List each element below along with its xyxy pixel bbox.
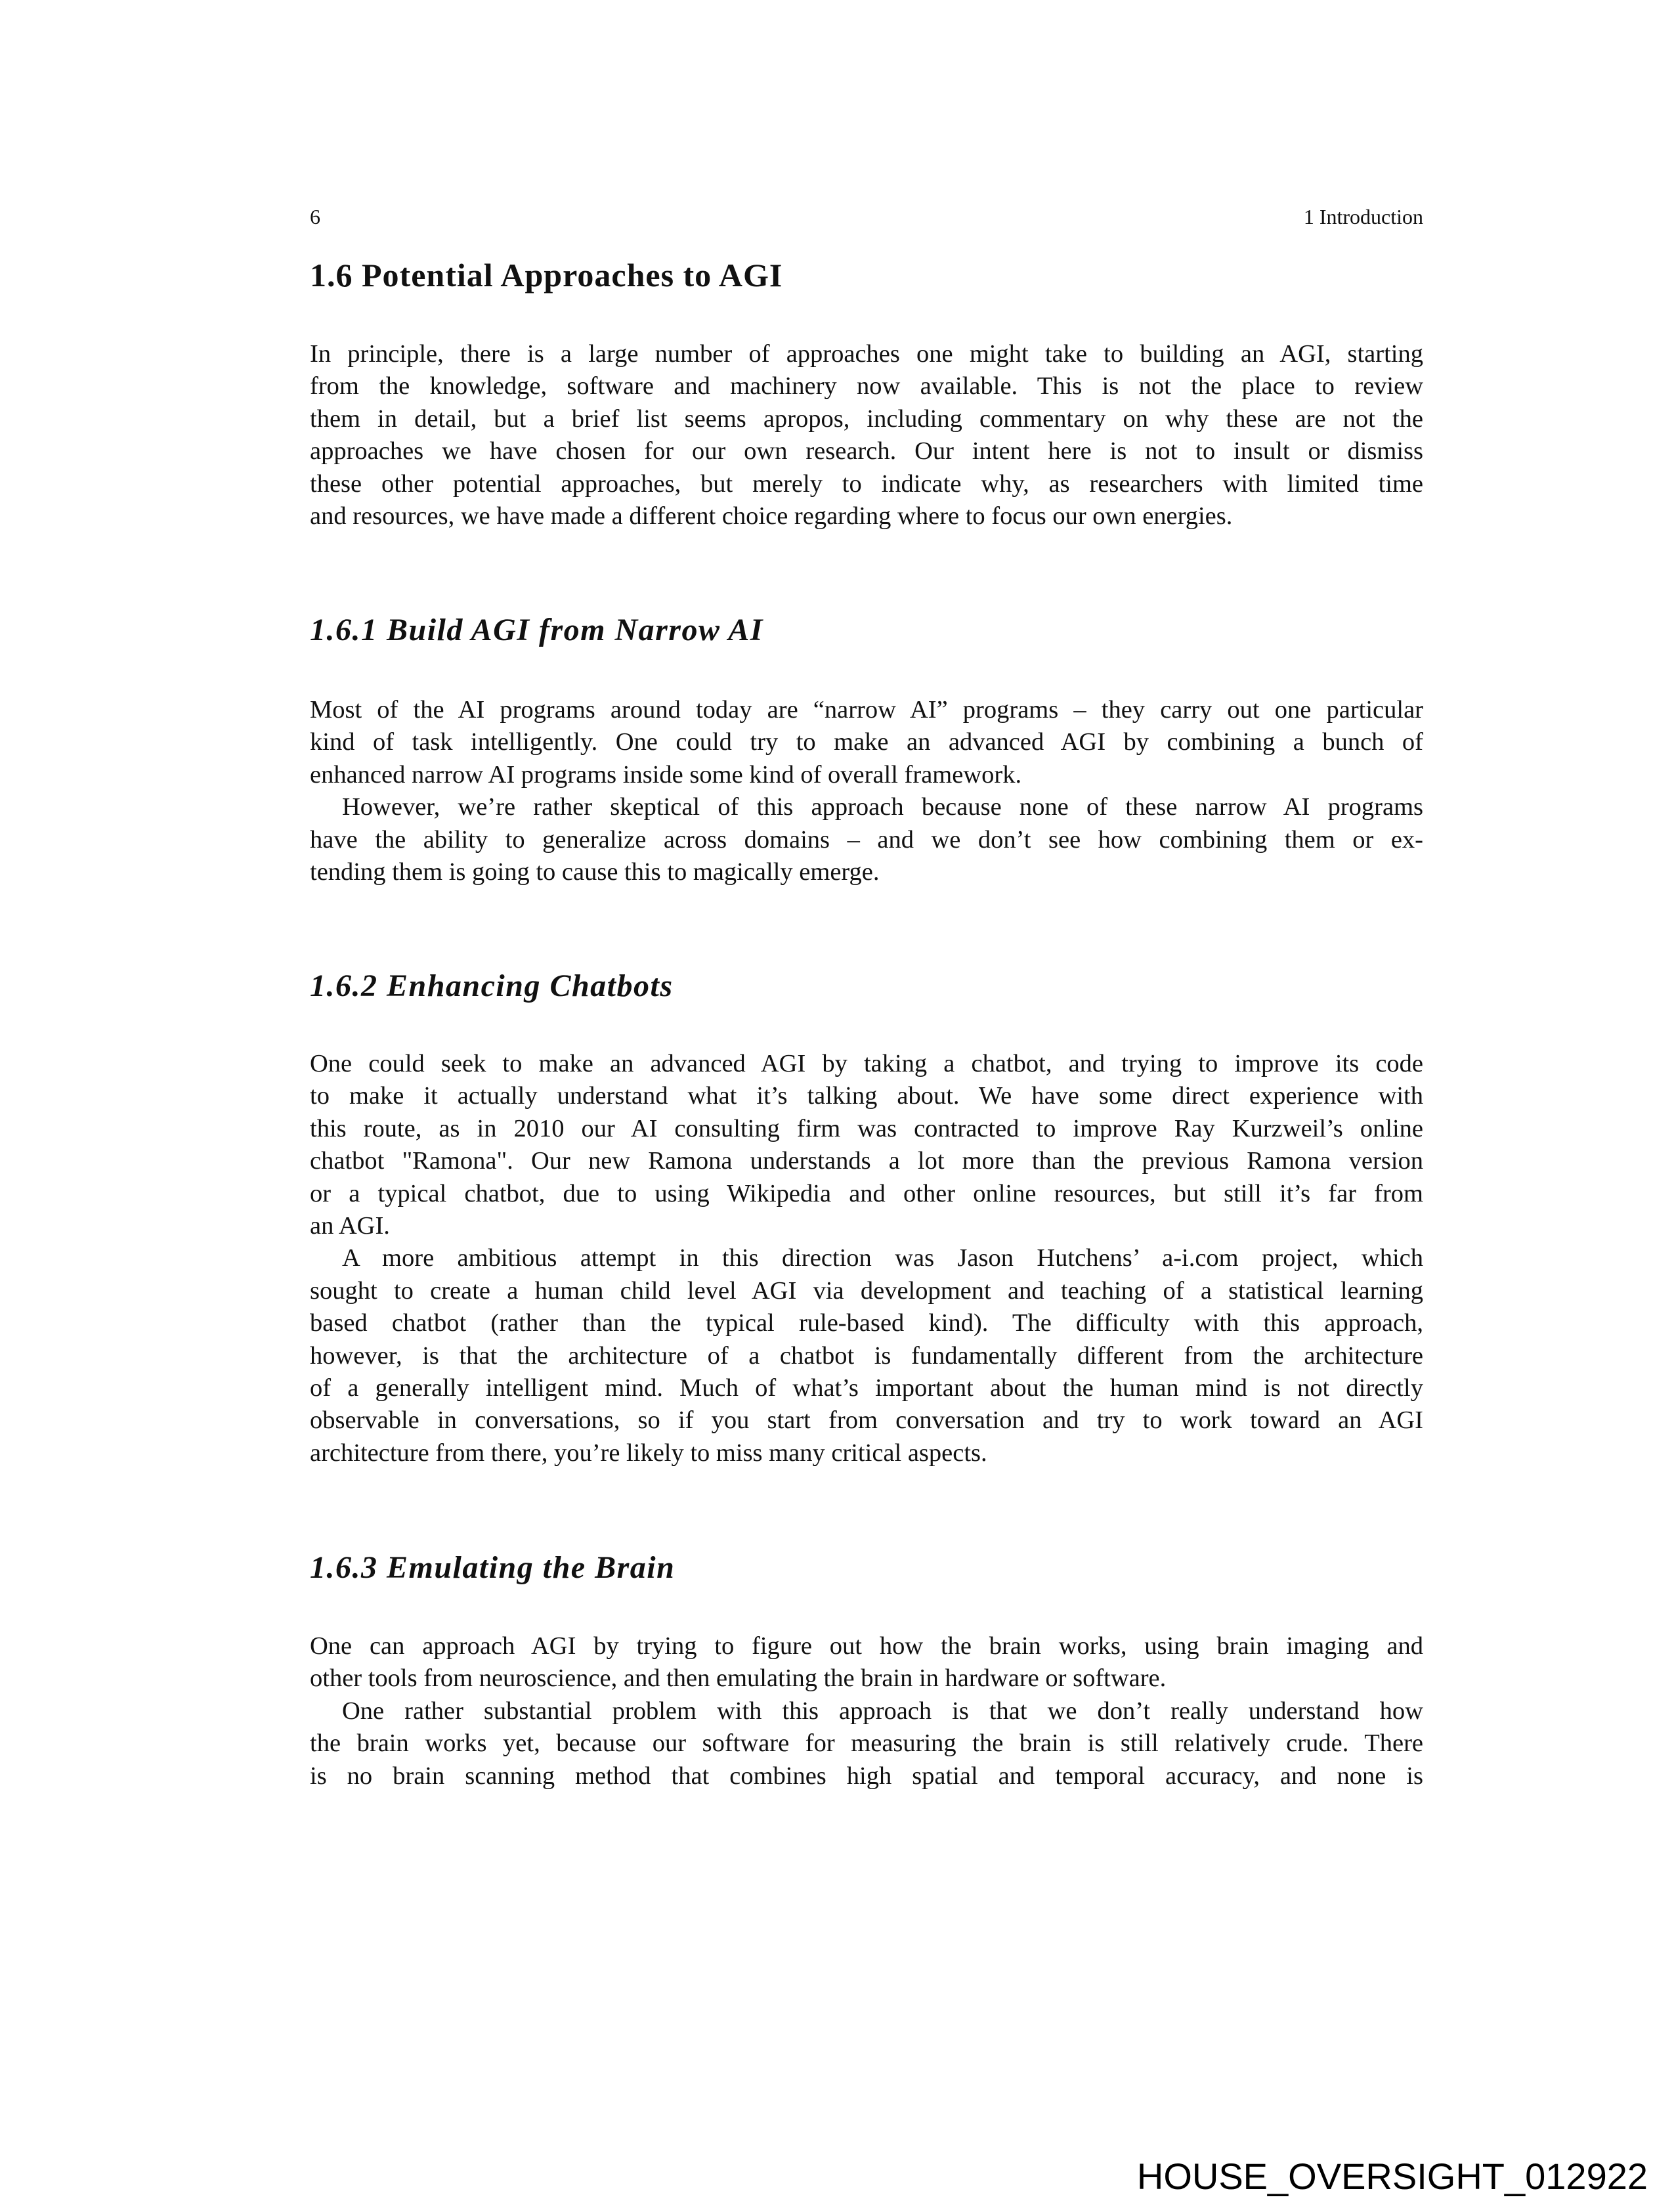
text-line: observable in conversations, so if you start from conversation and try to work toward an AGI	[310, 1406, 1423, 1435]
subsection-body-1-6-3	[310, 1630, 1423, 1792]
text-line: One can approach AGI by trying to figure out how the brain works, using brain imaging and	[310, 1632, 1423, 1660]
text-line: other tools from neuroscience, and then emulating the brain in hardware or software.	[310, 1664, 1167, 1693]
subsection-title-1-6-3: 1.6.3 Emulating the Brain	[310, 1550, 676, 1585]
text-line: the brain works yet, because our software for measuring the brain is still relatively crude. There	[310, 1729, 1423, 1758]
page-header	[310, 205, 1423, 234]
text-line: have the ability to generalize across domains – and we don’t see how combining them or ex-	[310, 825, 1423, 854]
text-line: sought to create a human child level AGI via development and teaching of a statistical learning	[310, 1276, 1423, 1305]
text-line: these other potential approaches, but merely to indicate why, as researchers with limited time	[310, 469, 1423, 498]
running-title: 1 Introduction	[1303, 205, 1423, 228]
subsection-title-1-6-2: 1.6.2 Enhancing Chatbots	[310, 968, 674, 1003]
text-line: from the knowledge, software and machinery now available. This is not the place to review	[310, 372, 1423, 401]
text-line: an AGI.	[310, 1211, 390, 1240]
text-line: to make it actually understand what it’s talking about. We have some direct experience with	[310, 1082, 1423, 1110]
text-line: of a generally intelligent mind. Much of what’s important about the human mind is not directly	[310, 1374, 1423, 1402]
text-line: or a typical chatbot, due to using Wikipedia and other online resources, but still it’s far from	[310, 1179, 1423, 1207]
text-line: In principle, there is a large number of approaches one might take to building an AGI, starting	[310, 340, 1423, 368]
text-line: Most of the AI programs around today are “narrow AI” programs – they carry out one particular	[310, 696, 1423, 724]
text-line: One rather substantial problem with this approach is that we don’t really understand how	[342, 1697, 1423, 1725]
text-line: kind of task intelligently. One could try to make an advanced AGI by combining a bunch of	[310, 728, 1423, 756]
text-line: this route, as in 2010 our AI consulting firm was contracted to improve Ray Kurzweil’s online	[310, 1114, 1423, 1142]
text-line: architecture from there, you’re likely to miss many critical aspects.	[310, 1439, 987, 1467]
text-line: based chatbot (rather than the typical rule-based kind). The difficulty with this approach,	[310, 1309, 1423, 1337]
text-line: them in detail, but a brief list seems apropos, including commentary on why these are not the	[310, 404, 1423, 433]
text-line: approaches we have chosen for our own research. Our intent here is not to insult or dismiss	[310, 437, 1423, 466]
page-number: 6	[310, 205, 320, 228]
text-line: is no brain scanning method that combines high spatial and temporal accuracy, and none is	[310, 1762, 1423, 1790]
text-line: however, is that the architecture of a chatbot is fundamentally different from the architecture	[310, 1341, 1423, 1370]
text-line: One could seek to make an advanced AGI by taking a chatbot, and trying to improve its code	[310, 1050, 1423, 1077]
subsection-body-1-6-2	[310, 1048, 1423, 1469]
text-line: enhanced narrow AI programs inside some kind of overall framework.	[310, 760, 1022, 789]
text-line: and resources, we have made a different choice regarding where to focus our own energies.	[310, 502, 1233, 530]
text-line: chatbot "Ramona". Our new Ramona understands a lot more than the previous Ramona version	[310, 1147, 1423, 1175]
text-line: tending them is going to cause this to magically emerge.	[310, 857, 880, 886]
subsection-body-1-6-1	[310, 694, 1423, 888]
section-intro	[310, 338, 1423, 532]
section-title: 1.6 Potential Approaches to AGI	[310, 257, 783, 293]
text-line: A more ambitious attempt in this direction was Jason Hutchens’ a-i.com project, which	[342, 1244, 1423, 1272]
text-line: However, we’re rather skeptical of this approach because none of these narrow AI programs	[342, 793, 1423, 821]
bates-stamp: HOUSE_OVERSIGHT_012922	[1136, 2156, 1648, 2197]
subsection-title-1-6-1: 1.6.1 Build AGI from Narrow AI	[310, 613, 763, 647]
